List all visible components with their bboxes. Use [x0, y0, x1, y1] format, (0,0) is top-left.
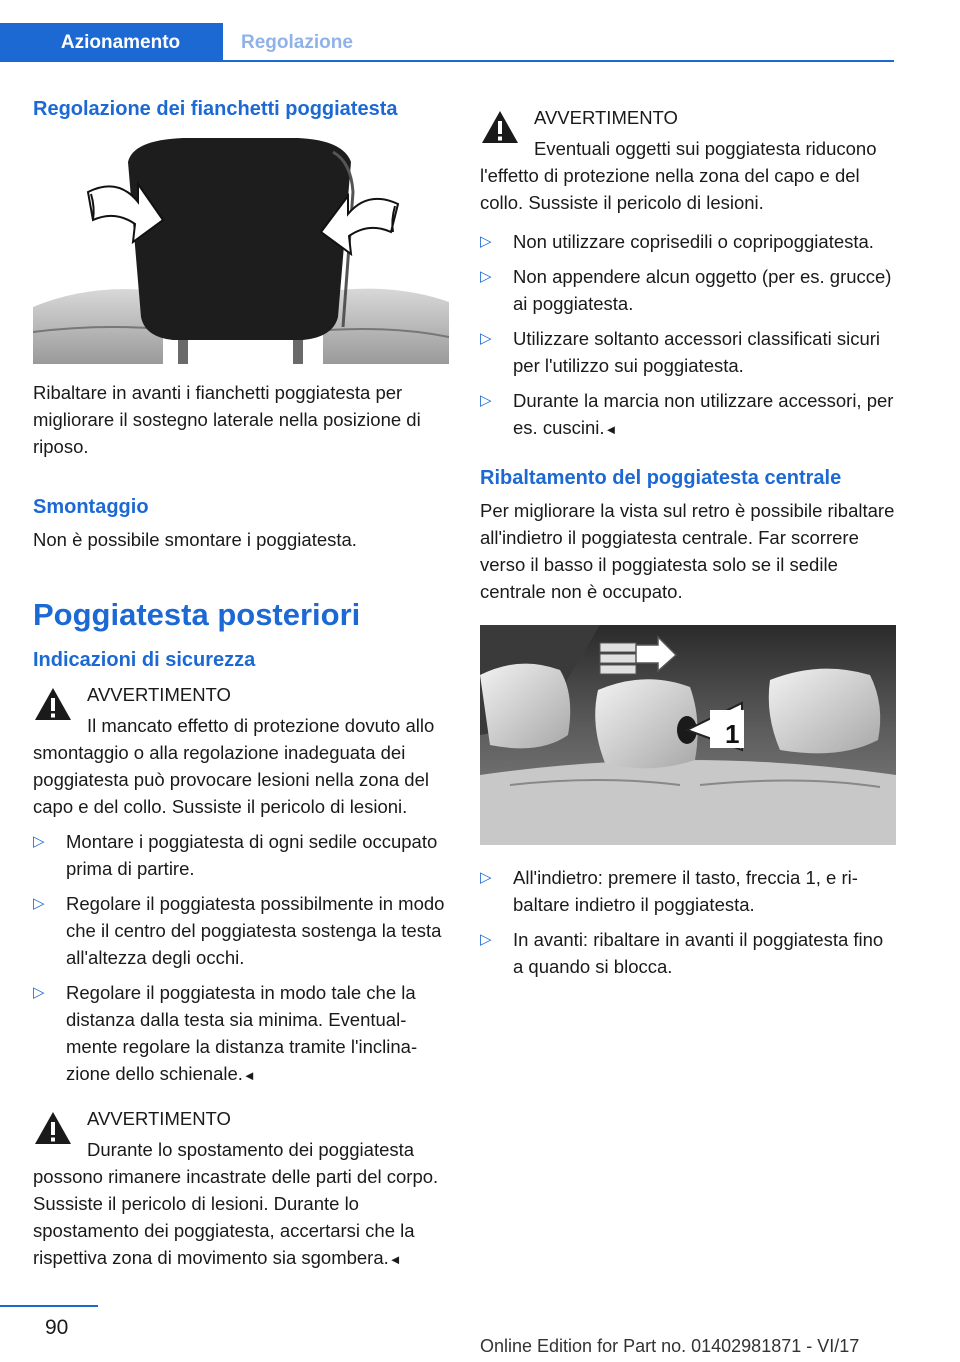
list-item: ▷ All'indietro: premere il tasto, freccia 1, e ribaltare indietro il poggiatesta. [480, 864, 896, 918]
warning-block-3 [480, 102, 896, 216]
list-item: ▷ Regolare il poggiatesta in modo tale che la distanza dalla testa sia minima. Eventualmente regolare la distanza tramite l'inclinazione dello schienale.◄ [33, 979, 449, 1089]
footer-edition: Online Edition for Part no. 01402981871 - VI/17 [480, 1336, 860, 1356]
section-title-smontaggio: Smontaggio [33, 496, 149, 518]
section-title-fianchetti: Regolazione dei fianchetti poggiatesta [33, 98, 398, 120]
warning-label: AVVERTIMENTO [87, 684, 231, 705]
bullet-triangle-icon: ▷ [33, 895, 45, 912]
section-title-ribaltamento: Ribaltamento del poggiatesta centrale [480, 467, 842, 489]
header-divider [0, 60, 894, 62]
header-tabs [0, 0, 894, 62]
list-item: ▷ Utilizzare soltanto accessori classificati sicuri per l'utilizzo sui poggiatesta. [480, 325, 896, 379]
bullet-triangle-icon: ▷ [480, 233, 492, 250]
bullet-triangle-icon: ▷ [33, 984, 45, 1001]
list-item: ▷ Regolare il poggiatesta possibilmente in modo che il centro del poggiatesta sostenga la testa all'altezza degli occhi. [33, 890, 449, 971]
page-number-rule [0, 1305, 98, 1307]
safety-list-1 [33, 828, 449, 1089]
headrest-wings-figure [33, 132, 449, 369]
end-mark-icon: ◄ [388, 1252, 402, 1267]
tab-azionamento[interactable]: Azionamento [0, 23, 223, 61]
warning-label: AVVERTIMENTO [534, 107, 678, 128]
section-title-sicurezza: Indicazioni di sicurezza [33, 649, 256, 671]
warning-icon [33, 1109, 73, 1147]
warning-label: AVVERTIMENTO [87, 1108, 231, 1129]
bullet-triangle-icon: ▷ [480, 330, 492, 347]
fold-instructions [480, 864, 896, 980]
safety-list-2 [480, 228, 896, 443]
right-column [480, 102, 896, 988]
bullet-triangle-icon: ▷ [480, 931, 492, 948]
warning-text: Durante lo spostamento dei poggiatesta possono rimanere incastrate delle parti del corpo. Sussiste il pericolo di lesioni. Durante lo spostamento dei poggiatesta, accertarsi che la rispettiva zona di movimento sia sgombera.◄ [33, 1139, 439, 1268]
list-item: ▷ Non appendere alcun oggetto (per es. grucce) ai poggiatesta. [480, 263, 896, 317]
bullet-triangle-icon: ▷ [480, 268, 492, 285]
warning-block-1 [33, 679, 449, 820]
bullet-triangle-icon: ▷ [480, 392, 492, 409]
warning-block-2 [33, 1103, 449, 1273]
bullet-triangle-icon: ▷ [33, 833, 45, 850]
warning-icon [33, 685, 73, 723]
rear-headrest-figure [480, 625, 896, 850]
bullet-triangle-icon: ▷ [480, 869, 492, 886]
warning-text: Eventuali oggetti sui poggiatesta riducono l'effetto di protezione nella zona del capo e del collo. Sussiste il pericolo di lesioni. [480, 138, 877, 213]
list-item: ▷ Durante la marcia non utilizzare accessori, per es. cuscini.◄ [480, 387, 896, 443]
smontaggio-text: Non è possibile smontare i poggiatesta. [33, 529, 357, 550]
warning-icon [480, 108, 520, 146]
page-number: 90 [45, 1316, 69, 1339]
ribaltamento-text: Per migliorare la vista sul retro è possibile ribaltare all'indietro il poggiatesta centrale. Far scorrere verso il basso il poggiatesta solo se il sedile centrale non è occupato. [480, 500, 895, 602]
fianchetti-text: Ribaltare in avanti i fianchetti poggiatesta per migliorare il sostegno laterale nella posizione di riposo. [33, 382, 421, 457]
list-item: ▷ Montare i poggiatesta di ogni sedile occupato prima di partire. [33, 828, 449, 882]
end-mark-icon: ◄ [242, 1068, 256, 1083]
warning-text: Il mancato effetto di protezione dovuto allo smontaggio o alla regolazione inadeguata dei poggiatesta può provocare lesioni nella zona del capo e del collo. Sussiste il pericolo di lesioni. [33, 715, 435, 817]
end-mark-icon: ◄ [604, 422, 618, 437]
list-item: ▷ Non utilizzare coprisedili o copripoggiatesta. [480, 228, 896, 255]
figure-callout-label: 1 [725, 719, 740, 749]
tab-regolazione[interactable]: Regolazione [241, 32, 353, 53]
chapter-title: Poggiatesta posteriori [33, 597, 361, 632]
list-item: ▷ In avanti: ribaltare in avanti il poggiatesta fino a quando si blocca. [480, 926, 896, 980]
left-column [33, 96, 449, 1273]
